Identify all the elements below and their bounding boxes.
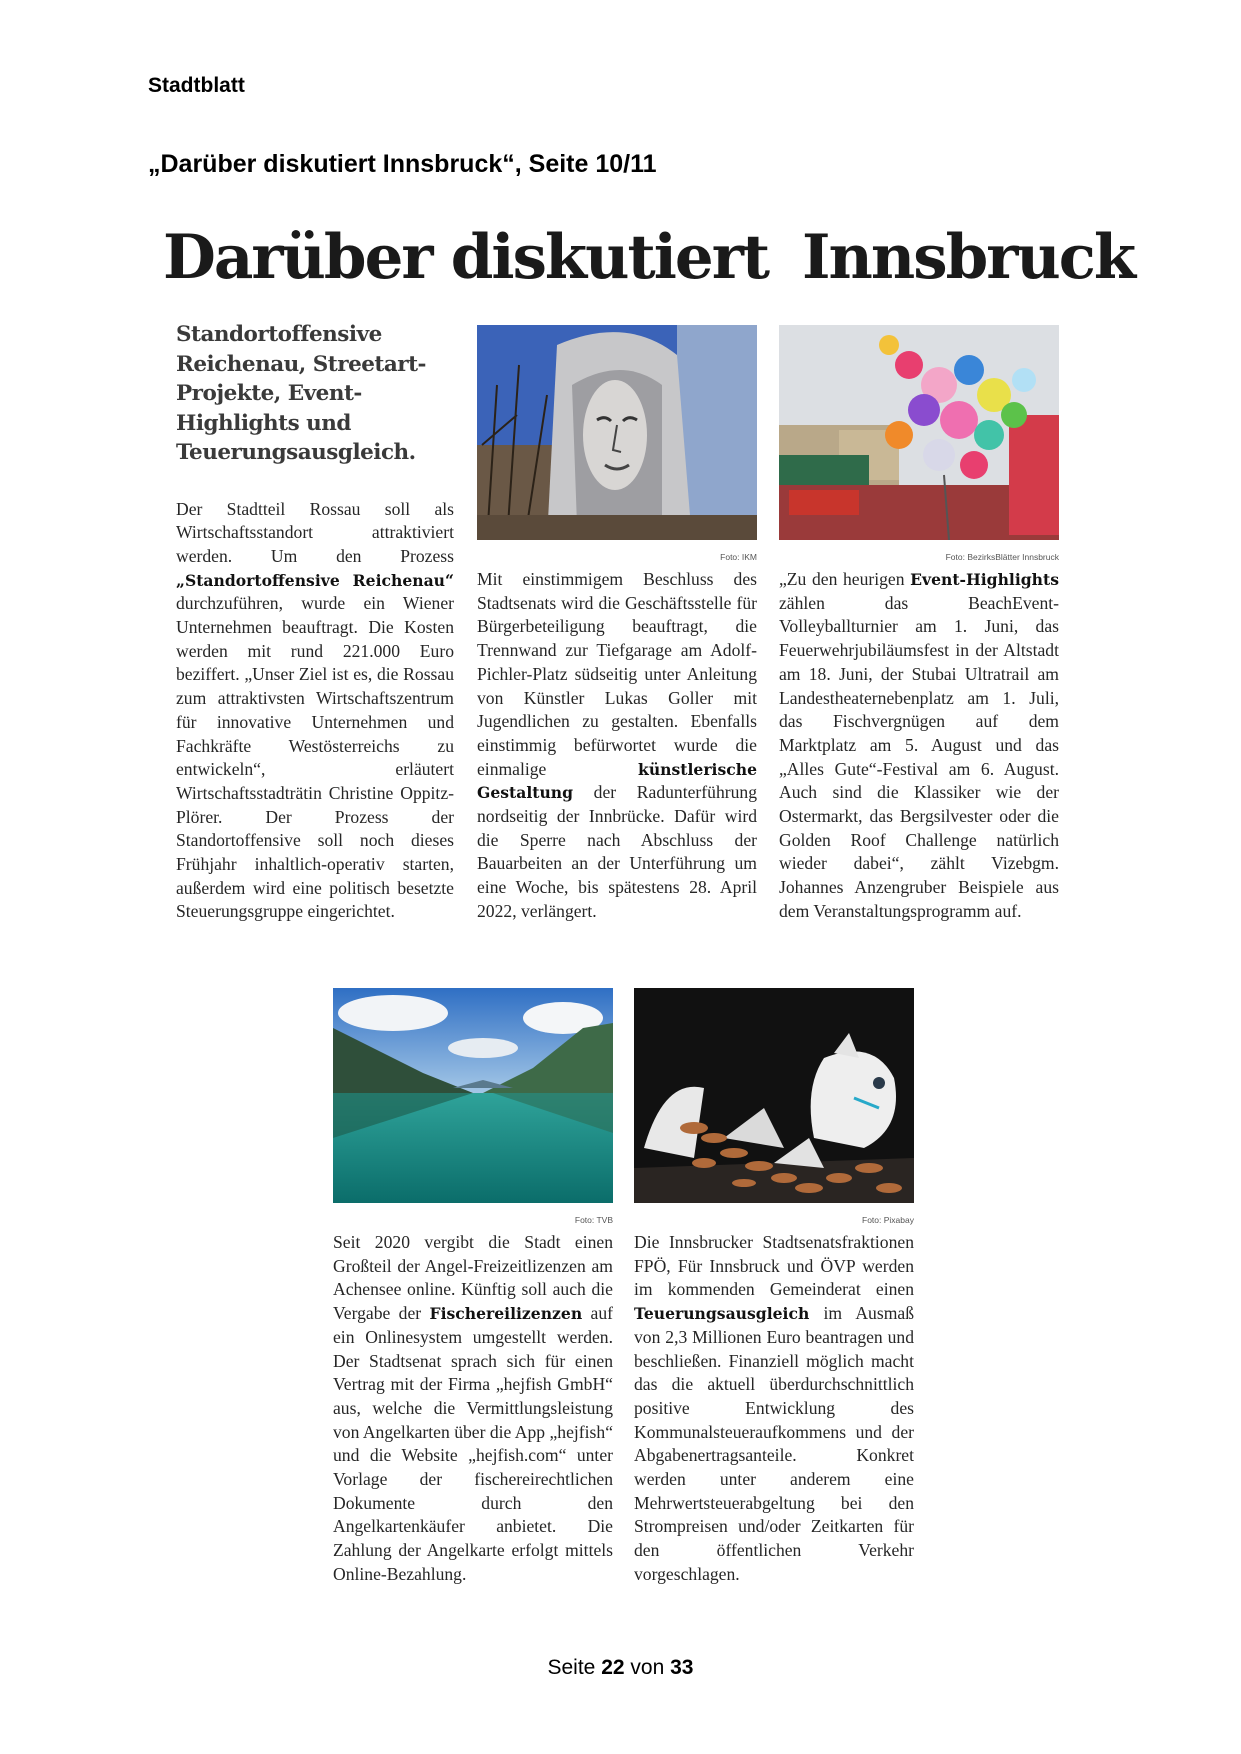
photo-credit-streetart: Foto: IKM (720, 552, 757, 562)
article-teuerungsausgleich (634, 1231, 914, 1587)
photo-streetart (477, 325, 757, 540)
piggybank-image (634, 988, 914, 1203)
text-part: Der Stadtteil Rossau soll als Wirtschaftsstandort attraktiviert werden. Um den Prozess (176, 498, 454, 566)
page-number (0, 1656, 1241, 1680)
text-part: auf ein Onlinesystem umgestellt werden. Der Stadtsenat sprach sich für einen Vertrag mit der Firma „hejfish GmbH“ aus, welche die Vermittlungsleistung von Angelkarten über die App „hejfish“ und die Website „hejfish.com“ unter Vorlage der fischereirechtlichen Dokumente durch den Angelkartenkäufer anbietet. Die Zahlung der Angelkarte erfolgt mittels Online-Bezahlung. (333, 1303, 613, 1584)
lake-image (333, 988, 613, 1203)
text-part: der Radunterführung nordseitig der Innbrücke. Dafür wird die Sperre nach Abschluss der Bauarbeiten an der Unterführung um eine Woche, bis spätestens 28. April 2022, verlängert. (477, 782, 757, 921)
highlight-text: Fischereilizenzen (429, 1304, 583, 1324)
current-page: 22 (601, 1656, 625, 1679)
photo-credit-piggybank: Foto: Pixabay (862, 1215, 914, 1225)
masthead-part-1: Darüber diskutiert (163, 222, 769, 293)
masthead-part-2: Innsbruck (802, 222, 1135, 293)
column-events (779, 568, 1059, 924)
column-standortoffensive (176, 320, 454, 924)
text-part: „Zu den heurigen (779, 569, 911, 589)
photo-credit-balloons: Foto: BezirksBlätter Innsbruck (945, 552, 1059, 562)
article-streetart (477, 568, 757, 924)
article-fishing (333, 1231, 613, 1587)
page-label: Seite (547, 1656, 596, 1679)
photo-balloons (779, 325, 1059, 540)
lead-text: Standortoffensive Reichenau, Streetart-Projekte, Event-Highlights und Teuerungsausgleich. (176, 322, 426, 465)
article-events (779, 568, 1059, 924)
highlight-text: Teuerungsausgleich (634, 1304, 810, 1324)
photo-credit-lake: Foto: TVB (574, 1215, 613, 1225)
photo-piggybank (634, 988, 914, 1203)
column-teuerungsausgleich (634, 1231, 914, 1587)
column-streetart (477, 568, 757, 924)
text-part: durchzuführen, wurde ein Wiener Unternehmen beauftragt. Die Kosten werden mit rund 221.000 Euro beziffert. „Unser Ziel ist es, die Rossau zum attraktivsten Wirtschaftszentrum für innovative Unternehmen und Fachkräfte Westösterreichs zu entwickeln“, erläutert Wirtschaftsstadträtin Christine Oppitz-Plörer. Der Prozess der Standortoffensive soll noch dieses Frühjahr inhaltlich-operativ starten, außerdem wird eine politisch besetzte Steuerungsgruppe eingerichtet. (176, 593, 454, 922)
highlight-text: „Standortoffensive Reichenau“ (176, 570, 454, 590)
highlight-text: künstlerische Gestaltung (477, 759, 757, 803)
page-separator: von (630, 1656, 665, 1679)
column-fishing (333, 1231, 613, 1587)
text-part: Die Innsbrucker Stadtsenatsfraktionen FPÖ, Für Innsbruck und ÖVP werden im kommenden Gemeinderat einen (634, 1232, 914, 1300)
total-pages: 33 (670, 1656, 694, 1679)
text-part: Mit einstimmigem Beschluss des Stadtsenats wird die Geschäftsstelle für Bürgerbeteiligung beauftragt, die Trennwand zur Tiefgarage am Adolf-Pichler-Platz südseitig unter Anleitung von Künstler Lukas Goller mit Jugendlichen zu gestalten. Ebenfalls einstimmig befürwortet wurde die einmalige (477, 569, 757, 779)
text-part: Seit 2020 vergibt die Stadt einen Großteil der Angel-Freizeitlizenzen am Achensee online. Künftig soll auch die Vergabe der (333, 1232, 613, 1324)
text-part: im Ausmaß von 2,3 Millionen Euro beantragen und beschließen. Finanziell möglich macht das die aktuell überdurchschnittlich positive Entwicklung des Kommunalsteueraufkommens und der Abgabenertragsanteile. Konkret werden unter anderem eine Mehrwertsteuerabgeltung bei den Strompreisen und/oder Zeitkarten für den öffentlichen Verkehr vorgeschlagen. (634, 1303, 914, 1584)
balloons-image (779, 325, 1059, 540)
photo-lake (333, 988, 613, 1203)
article-masthead (163, 222, 1135, 293)
highlight-text: Event-Highlights (910, 570, 1059, 589)
text-part: zählen das BeachEvent-Volleyballturnier am 1. Juni, das Feuerwehrjubiläumsfest in der Altstadt am 18. Juni, der Stubai Ultratrail am Landestheaternebenplatz am 1. Juli, das Fischvergnügen auf dem Marktplatz am 5. August und das „Alles Gute“-Festival am 6. August. Auch sind die Klassiker wie der Ostermarkt, das Bergsilvester oder die Golden Roof Challenge natürlich wieder dabei“, zählt Vizebgm. Johannes Anzengruber Beispiele aus dem Veranstaltungsprogramm auf. (779, 592, 1059, 921)
article-standortoffensive (176, 498, 454, 925)
article-reference: „Darüber diskutiert Innsbruck“, Seite 10/11 (148, 150, 657, 178)
streetart-image (477, 325, 757, 540)
publication-name: Stadtblatt (148, 74, 245, 97)
